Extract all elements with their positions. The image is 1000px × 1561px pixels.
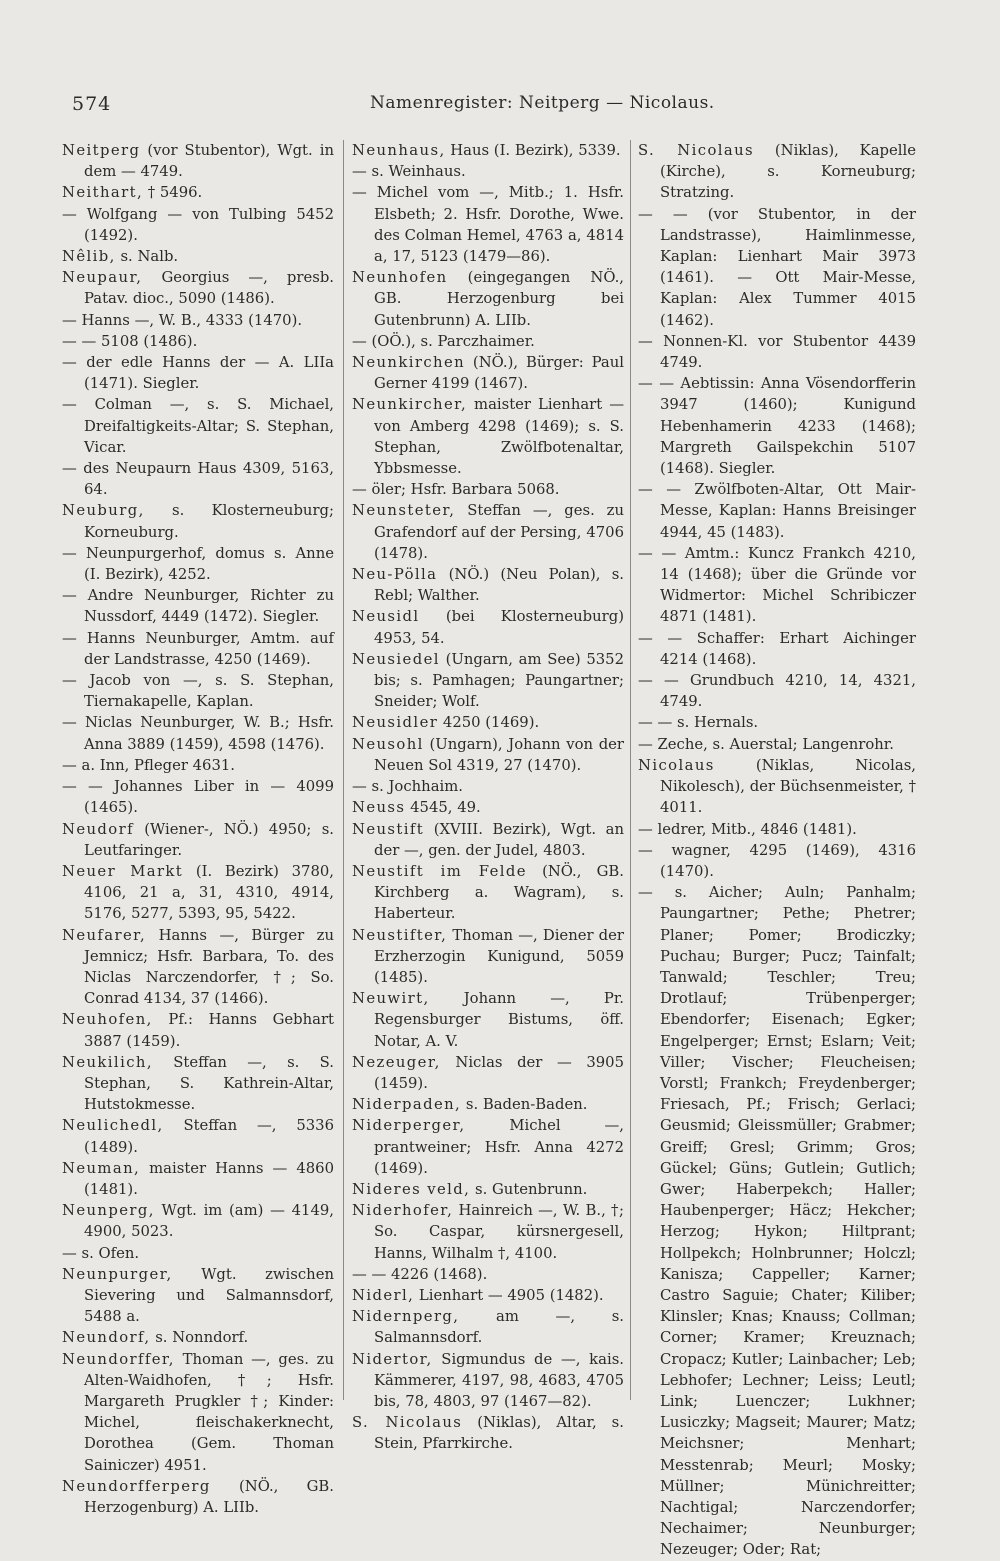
index-entry [352, 861, 624, 925]
entry-headword: Neunkirchen [352, 354, 466, 372]
entry-headword: Neustift im Felde [352, 862, 527, 880]
entry-headword: Neunperg, [62, 1202, 155, 1220]
page-number: 574 [72, 93, 112, 115]
index-entry [352, 1285, 624, 1306]
index-entry [62, 776, 334, 818]
entry-text: — Wolfgang — von Tulbing 5452 (1492). [62, 205, 334, 244]
entry-headword: Nidertor, [352, 1350, 433, 1368]
entry-text: — — Johannes Liber in — 4099 (1465). [62, 778, 334, 817]
entry-headword: Neunhofen [352, 269, 448, 287]
entry-text: Hainreich —, W. B., †; So. Caspar, kürsnergesell, Hanns, Wilhalm †, 4100. [374, 1202, 624, 1262]
entry-text: — Andre Neunburger, Richter zu Nussdorf, 4449 (1472). Siegler. [62, 587, 334, 626]
index-entry [638, 479, 916, 543]
entry-headword: Neudorf [62, 820, 134, 838]
index-entry [62, 585, 334, 627]
entry-headword: Neunsteter, [352, 502, 456, 520]
entry-text: s. Gutenbrunn. [470, 1180, 588, 1198]
index-entry [352, 140, 624, 161]
index-entry [62, 331, 334, 352]
index-entry [62, 1264, 334, 1328]
entry-text: Thoman —, Diener der Erzherzogin Kunigund, 5059 (1485). [374, 926, 624, 986]
entry-text: — wagner, 4295 (1469), 4316 (1470). [638, 841, 916, 880]
entry-headword: Neithart, [62, 184, 144, 202]
entry-text: (NÖ., GB. Herzogenburg) A. LIIb. [84, 1477, 334, 1516]
running-head: Namenregister: Neitperg — Nicolaus. [370, 93, 715, 113]
entry-headword: S. Nicolaus [352, 1414, 463, 1432]
entry-headword: Neuburg, [62, 502, 145, 520]
entry-headword: Neusohl [352, 735, 424, 753]
entry-text: Georgius —, presb. Patav. dioc., 5090 (1486). [84, 269, 334, 308]
index-entry [62, 1243, 334, 1264]
entry-text: † 5496. [143, 184, 203, 202]
entry-text: — Hanns —, W. B., 4333 (1470). [62, 311, 303, 329]
index-entry [638, 734, 916, 755]
index-entry [62, 1327, 334, 1348]
entry-headword: Neuer Markt [62, 862, 184, 880]
entry-text: — s. Aicher; Auln; Panhalm; Paungartner; Pethe; Phetrer; Planer; Pomer; Brodiczky; Puchau; Burger; Pucz; Tainfalt; Tanwald; Teschler; Treu; Drotlauf; Trübenperger; Ebendorfer; Eisenach; Egker; Engelperger; Ernst; Eslarn; Veit; Viller; Vischer; Fleucheisen; Vorstl; Frankch; Freydenberger; Friesach, Pf.; Frisch; Gerlaci; Geusmid; Gleissmüller; Grabmer; Greiff; Gresl; Grimm; Gros; Gückel; Güns; Gutlein; Gutlich; Gwer; Haberpekch; Haller; Haubenperger; Häcz; Hekcher; Herzog; Hykon; Hiltprant; Hollpekch; Holnbrunner; Holczl; Kanisza; Cappeller; Karner; Castro Saguie; Chater; Kiliber; Klinsler; Knas; Knauss; Collman; Corner; Kramer; Kreuznach; Cropacz; Kutler; Lainbacher; Leb; Lebhofer; Lechner; Leiss; Leutl; Link; Luenczer; Lukhner; Lusiczky; Magseit; Maurer; Matz; Meichsner; Menhart; Messtenrab; Meurl; Mosky; Müllner; Münichreitter; Nachtigal; Narczendorfer; Nechaimer; Neunburger; Nezeuger; Oder; Rat; [638, 884, 916, 1559]
entry-text: — — s. Hernals. [638, 714, 759, 732]
entry-text: maister Hanns — 4860 (1481). [84, 1159, 334, 1198]
entry-text: s. Nonndorf. [150, 1329, 249, 1347]
entry-text: — der edle Hanns der — A. LIIa (1471). Siegler. [62, 354, 334, 393]
index-entry [352, 988, 624, 1052]
entry-text: (Ungarn, am See) 5352 bis; s. Pamhagen; Paungartner; Sneider; Wolf. [374, 650, 624, 711]
entry-text: — Zeche, s. Auerstal; Langenrohr. [638, 735, 894, 753]
entry-text: — Hanns Neunburger, Amtm. auf der Landstrasse, 4250 (1469). [62, 629, 334, 668]
entry-headword: Neuss [352, 799, 406, 817]
index-entry [638, 373, 916, 479]
entry-headword: Neitperg [62, 142, 141, 159]
index-entry [62, 819, 334, 861]
index-entry [352, 819, 624, 861]
entry-headword: Neufarer, [62, 926, 147, 944]
index-entry [352, 925, 624, 989]
index-entry [352, 161, 624, 182]
index-entry [352, 1200, 624, 1264]
index-entry [62, 1158, 334, 1200]
entry-headword: Nicolaus [638, 756, 715, 774]
entry-text: Lienhart — 4905 (1482). [414, 1286, 604, 1304]
entry-headword: Neuwirt, [352, 990, 430, 1008]
entry-text: — a. Inn, Pfleger 4631. [62, 756, 235, 774]
entry-text: — Michel vom —, Mitb.; 1. Hsfr. Elsbeth; 2. Hsfr. Dorothe, Wwe. des Colman Hemel, 4763 a, 4814 a, 17, 5123 (1479—86). [352, 184, 624, 266]
entry-headword: Neuhofen, [62, 1011, 153, 1029]
entry-headword: Neukilich, [62, 1053, 153, 1071]
entry-text: — — Zwölfboten-Altar, Ott Mair-Messe, Kaplan: Hanns Breisinger 4944, 45 (1483). [638, 481, 916, 541]
index-entry [352, 649, 624, 713]
index-entry [352, 394, 624, 479]
index-entry [352, 797, 624, 818]
index-entry [62, 670, 334, 712]
index-entry [352, 1264, 624, 1285]
entry-text: (Niklas), Kapelle (Kirche), s. Korneuburg; Stratzing. [660, 142, 916, 202]
entry-text: (Niklas), Altar, s. Stein, Pfarrkirche. [374, 1414, 624, 1453]
entry-text: s. Klosterneuburg; Korneuburg. [84, 502, 334, 541]
entry-text: (Niklas, Nicolas, Nikolesch), der Büchsenmeister, † 4011. [660, 756, 916, 817]
entry-text: Steffan —, ges. zu Grafendorf auf der Persing, 4706 (1478). [374, 502, 624, 562]
entry-text: — — Aebtissin: Anna Vösendorfferin 3947 (1460); Kunigund Hebenhamerin 4233 (1468); Margreth Gailspekchin 5107 (1468). Siegler. [638, 375, 916, 478]
entry-headword: Neulichedl, [62, 1117, 164, 1135]
entry-headword: Neunpurger, [62, 1265, 173, 1283]
index-entry [638, 543, 916, 628]
entry-headword: Neusidl [352, 608, 420, 626]
index-entry [62, 925, 334, 1010]
index-entry [352, 1052, 624, 1094]
entry-text: 4545, 49. [405, 799, 481, 817]
entry-headword: Neundorfferperg [62, 1477, 211, 1495]
index-entry [638, 628, 916, 670]
entry-text: maister Lienhart — von Amberg 4298 (1469); s. S. Stephan, Zwölfbotenaltar, Ybbsmesse. [374, 396, 624, 478]
index-entry [352, 776, 624, 797]
index-entry [62, 1200, 334, 1242]
entry-text: — Niclas Neunburger, W. B.; Hsfr. Anna 3889 (1459), 4598 (1476). [62, 714, 334, 753]
index-entry [62, 352, 334, 394]
entry-text: Michel —, prantweiner; Hsfr. Anna 4272 (1469). [374, 1117, 624, 1177]
entry-text: Wgt. im (am) — 4149, 4900, 5023. [84, 1202, 334, 1241]
entry-text: — ledrer, Mitb., 4846 (1481). [638, 820, 857, 838]
entry-text: (bei Klosterneuburg) 4953, 54. [374, 608, 624, 647]
column-rule [630, 140, 631, 1400]
index-entry [62, 267, 334, 309]
entry-text: (eingegangen NÖ., GB. Herzogenburg bei Gutenbrunn) A. LIIb. [374, 269, 624, 329]
entry-headword: Nidernperg, [352, 1308, 460, 1326]
entry-text: 4250 (1469). [438, 714, 540, 732]
entry-text: — öler; Hsfr. Barbara 5068. [352, 481, 560, 499]
index-column-3 [638, 140, 916, 1561]
index-entry [352, 606, 624, 648]
index-entry [62, 182, 334, 203]
entry-headword: Neusiedel [352, 650, 440, 668]
entry-text: Johann —, Pr. Regensburger Bistums, öff. Notar, A. V. [374, 990, 624, 1050]
index-entry [352, 1094, 624, 1115]
entry-text: — Colman —, s. S. Michael, Dreifaltigkeits-Altar; S. Stephan, Vicar. [62, 396, 334, 456]
entry-text: (Wiener-, NÖ.) 4950; s. Leutfaringer. [84, 820, 334, 859]
index-entry [62, 755, 334, 776]
column-rule [343, 140, 344, 1400]
entry-text: Pf.: Hanns Gebhart 3887 (1459). [84, 1011, 334, 1050]
entry-text: Steffan —, 5336 (1489). [84, 1117, 334, 1156]
entry-text: (NÖ.), Bürger: Paul Gerner 4199 (1467). [374, 354, 624, 393]
index-entry [62, 1115, 334, 1157]
index-entry [638, 882, 916, 1561]
index-entry [62, 394, 334, 458]
index-entry [352, 712, 624, 733]
index-entry [62, 458, 334, 500]
entry-text: s. Baden-Baden. [461, 1096, 588, 1114]
index-entry [638, 712, 916, 733]
entry-text: — (OÖ.), s. Parczhaimer. [352, 332, 535, 350]
index-entry [352, 1306, 624, 1348]
entry-headword: Neuman, [62, 1159, 141, 1177]
entry-headword: Neustift [352, 820, 425, 838]
index-entry [62, 1052, 334, 1116]
index-entry [352, 500, 624, 564]
index-column-1 [62, 140, 334, 1518]
index-entry [62, 204, 334, 246]
index-entry [638, 670, 916, 712]
index-entry [638, 819, 916, 840]
entry-text: — — 4226 (1468). [352, 1265, 488, 1283]
entry-text: — Nonnen-Kl. vor Stubentor 4439 4749. [638, 332, 916, 372]
entry-headword: Neunhaus, [352, 142, 446, 159]
entry-headword: Niderhofer, [352, 1202, 454, 1220]
index-entry [352, 1115, 624, 1179]
entry-text: (XVIII. Bezirk), Wgt. an der —, gen. der Judel, 4803. [374, 820, 624, 859]
entry-headword: Niderpaden, [352, 1096, 462, 1114]
entry-headword: Nêlib, [62, 248, 116, 266]
entry-text: Haus (I. Bezirk), 5339. [445, 142, 621, 159]
entry-text: (I. Bezirk) 3780, 4106, 21 a, 31, 4310, 4914, 5176, 5277, 5393, 95, 5422. [84, 862, 334, 923]
index-entry [62, 500, 334, 542]
index-entry [62, 1476, 334, 1518]
index-entry [352, 479, 624, 500]
index-entry [352, 267, 624, 331]
entry-text: — s. Jochhaim. [352, 778, 463, 796]
entry-text: am —, s. Salmannsdorf. [374, 1308, 624, 1347]
entry-text: Niclas der — 3905 (1459). [374, 1053, 624, 1092]
index-entry [352, 331, 624, 352]
index-entry [62, 1349, 334, 1476]
entry-text: Thoman —, ges. zu Alten-Waidhofen, †; Hsfr. Margareth Prugkler †; Kinder: Michel, fleischakerknecht, Dorothea (Gem. Thoman Sainiczer) 4951. [84, 1350, 334, 1474]
entry-headword: Neundorf, [62, 1329, 151, 1347]
index-entry [62, 861, 334, 925]
index-entry [62, 140, 334, 182]
entry-text: — des Neupaurn Haus 4309, 5163, 64. [62, 460, 334, 499]
entry-headword: Nideres veld, [352, 1180, 471, 1198]
index-entry [638, 331, 916, 373]
entry-text: s. Nalb. [115, 248, 179, 266]
index-entry [62, 543, 334, 585]
entry-text: — — Schaffer: Erhart Aichinger 4214 (1468). [638, 629, 916, 668]
entry-headword: Neunkircher, [352, 396, 468, 414]
index-entry [62, 628, 334, 670]
entry-headword: S. Nicolaus [638, 142, 755, 159]
index-entry [352, 352, 624, 394]
entry-text: (Ungarn), Johann von der Neuen Sol 4319, 27 (1470). [374, 735, 624, 774]
index-entry [352, 182, 624, 267]
entry-text: Sigmundus de —, kais. Kämmerer, 4197, 98, 4683, 4705 bis, 78, 4803, 97 (1467—82). [374, 1350, 624, 1410]
index-entry [638, 840, 916, 882]
entry-text: — Neunpurgerhof, domus s. Anne (I. Bezirk), 4252. [62, 544, 334, 584]
entry-text: (NÖ.) (Neu Polan), s. Rebl; Walther. [374, 566, 624, 605]
entry-headword: Neu-Pölla [352, 566, 438, 584]
entry-text: (NÖ., GB. Kirchberg a. Wagram), s. Haberteur. [374, 862, 624, 923]
entry-headword: Neusidler [352, 714, 439, 732]
entry-text: — — 5108 (1486). [62, 332, 198, 350]
entry-text: (vor Stubentor), Wgt. in dem — 4749. [84, 142, 334, 181]
index-entry [62, 246, 334, 267]
entry-text: Wgt. zwischen Sievering und Salmannsdorf, 5488 a. [84, 1265, 334, 1326]
entry-headword: Niderperger, [352, 1117, 466, 1135]
entry-text: — s. Ofen. [62, 1244, 140, 1262]
entry-text: — — Grundbuch 4210, 14, 4321, 4749. [638, 672, 916, 711]
entry-headword: Niderl, [352, 1286, 415, 1304]
entry-text: Hanns —, Bürger zu Jemnicz; Hsfr. Barbara, To. des Niclas Narczendorfer, †; So. Conrad 4134, 37 (1466). [84, 926, 334, 1008]
entry-text: — Jacob von —, s. S. Stephan, Tiernakapelle, Kaplan. [62, 672, 334, 711]
entry-headword: Nezeuger, [352, 1053, 441, 1071]
index-entry [352, 1179, 624, 1200]
entry-headword: Neundorffer, [62, 1350, 175, 1368]
entry-headword: Neustifter, [352, 926, 448, 944]
index-column-2 [352, 140, 624, 1455]
entry-text: Steffan —, s. S. Stephan, S. Kathrein-Altar, Hutstokmesse. [84, 1053, 334, 1114]
index-entry [352, 1412, 624, 1454]
index-entry [638, 204, 916, 331]
index-entry [62, 1009, 334, 1051]
index-entry [62, 712, 334, 754]
entry-headword: Neupaur, [62, 269, 143, 287]
index-entry [638, 140, 916, 204]
index-entry [62, 310, 334, 331]
entry-text: — — Amtm.: Kuncz Frankch 4210, 14 (1468); über die Gründe vor Widmertor: Michel Schribiczer 4871 (1481). [638, 544, 916, 626]
index-entry [352, 1349, 624, 1413]
entry-text: — — (vor Stubentor, in der Landstrasse), Haimlinmesse, Kaplan: Lienhart Mair 3973 (1461). — Ott Mair-Messe, Kaplan: Alex Tummer 4015 (1462). [638, 205, 916, 329]
entry-text: — s. Weinhaus. [352, 163, 466, 181]
index-entry [638, 755, 916, 819]
index-entry [352, 564, 624, 606]
index-entry [352, 734, 624, 776]
